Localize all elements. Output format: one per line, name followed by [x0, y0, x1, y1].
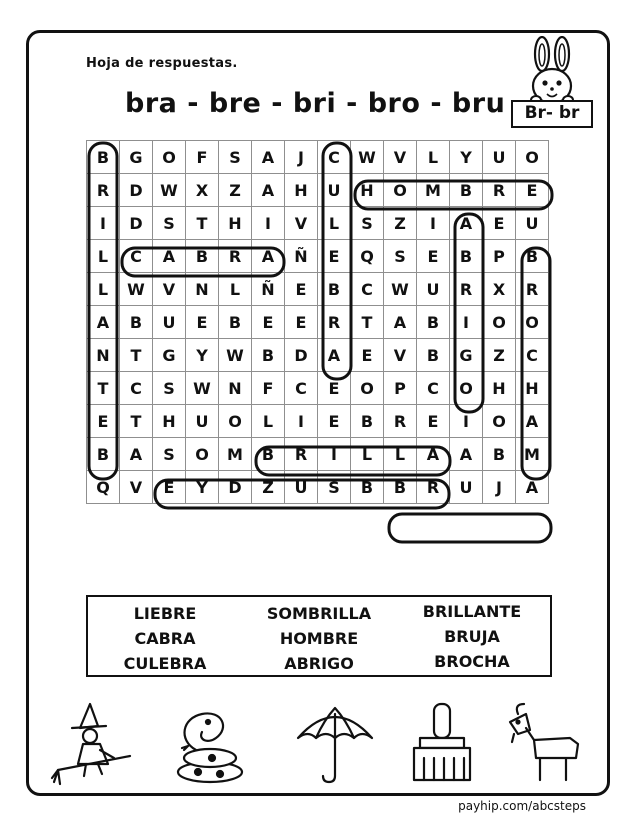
word-item: HOMBRE [279, 629, 359, 648]
grid-cell: N [219, 372, 252, 405]
grid-cell: C [516, 339, 549, 372]
grid-cell: B [219, 306, 252, 339]
grid-cell: L [219, 273, 252, 306]
word-item: BRILLANTE [422, 602, 522, 621]
grid-cell: E [417, 240, 450, 273]
grid-cell: R [87, 174, 120, 207]
grid-cell: I [417, 207, 450, 240]
grid-cell: R [450, 273, 483, 306]
grid-cell: A [417, 438, 450, 471]
grid-cell: Ñ [285, 240, 318, 273]
grid-cell: R [285, 438, 318, 471]
grid-cell: B [318, 273, 351, 306]
grid-cell: H [516, 372, 549, 405]
grid-cell: Z [384, 207, 417, 240]
grid-cell: B [483, 438, 516, 471]
grid-row [87, 240, 549, 273]
word-item: BROCHA [434, 652, 510, 671]
word-list-box [86, 595, 552, 677]
grid-cell: M [219, 438, 252, 471]
badge-br: Br- br [511, 100, 593, 128]
grid-cell: D [120, 174, 153, 207]
grid-cell: Ñ [252, 273, 285, 306]
grid-cell: I [252, 207, 285, 240]
grid-cell: I [318, 438, 351, 471]
grid-cell: L [318, 207, 351, 240]
grid-cell: T [120, 339, 153, 372]
grid-cell: O [483, 405, 516, 438]
grid-cell: S [351, 207, 384, 240]
grid-cell: O [186, 438, 219, 471]
word-search-grid [86, 140, 549, 504]
grid-row [87, 438, 549, 471]
grid-cell: B [252, 339, 285, 372]
grid-cell: O [516, 306, 549, 339]
grid-cell: E [186, 306, 219, 339]
grid-cell: N [87, 339, 120, 372]
grid-cell: L [384, 438, 417, 471]
grid-row [87, 306, 549, 339]
grid-cell: C [285, 372, 318, 405]
grid-cell: A [516, 471, 549, 504]
grid-cell: O [153, 141, 186, 174]
grid-cell: Q [351, 240, 384, 273]
grid-cell: S [153, 207, 186, 240]
grid-row [87, 174, 549, 207]
grid-cell: I [450, 405, 483, 438]
grid-cell: Y [186, 339, 219, 372]
grid-row [87, 405, 549, 438]
paintbrush-icon [400, 700, 486, 786]
grid-cell: W [351, 141, 384, 174]
grid-cell: O [516, 141, 549, 174]
grid-cell: U [516, 207, 549, 240]
grid-cell: Y [450, 141, 483, 174]
answer-sheet-label: Hoja de respuestas. [86, 56, 238, 71]
grid-cell: E [285, 306, 318, 339]
grid-cell: Y [186, 471, 219, 504]
grid-cell: S [153, 372, 186, 405]
grid-cell: Q [87, 471, 120, 504]
grid-cell: N [186, 273, 219, 306]
grid-cell: O [450, 372, 483, 405]
grid-cell: T [120, 405, 153, 438]
grid-cell: L [87, 240, 120, 273]
umbrella-icon [292, 700, 378, 786]
grid-cell: B [450, 240, 483, 273]
grid-cell: S [219, 141, 252, 174]
snake-icon [168, 700, 254, 786]
grid-cell: B [87, 438, 120, 471]
witch-icon [50, 700, 136, 786]
grid-cell: B [120, 306, 153, 339]
grid-cell: A [120, 438, 153, 471]
grid-cell: B [450, 174, 483, 207]
grid-cell: C [417, 372, 450, 405]
grid-cell: U [417, 273, 450, 306]
grid-cell: A [252, 141, 285, 174]
grid-cell: Z [252, 471, 285, 504]
grid-cell: U [318, 174, 351, 207]
grid-cell: C [120, 240, 153, 273]
grid-cell: V [120, 471, 153, 504]
grid-cell: U [186, 405, 219, 438]
grid-cell: B [186, 240, 219, 273]
grid-cell: W [384, 273, 417, 306]
grid-cell: R [219, 240, 252, 273]
grid-cell: P [384, 372, 417, 405]
page-title: bra - bre - bri - bro - bru [125, 88, 506, 119]
grid-cell: X [186, 174, 219, 207]
grid-row [87, 471, 549, 504]
word-item: LIEBRE [133, 604, 197, 623]
grid-row [87, 207, 549, 240]
grid-row [87, 141, 549, 174]
grid-cell: O [219, 405, 252, 438]
grid-cell: M [516, 438, 549, 471]
grid-cell: E [351, 339, 384, 372]
grid-cell: E [252, 306, 285, 339]
grid-cell: G [153, 339, 186, 372]
grid-cell: P [483, 240, 516, 273]
grid-row [87, 339, 549, 372]
grid-cell: B [417, 306, 450, 339]
grid-cell: I [285, 405, 318, 438]
word-item: BRUJA [444, 627, 500, 646]
grid-cell: X [483, 273, 516, 306]
bunny-icon [518, 36, 586, 108]
grid-cell: A [384, 306, 417, 339]
grid-cell: B [384, 471, 417, 504]
grid-cell: H [219, 207, 252, 240]
grid-cell: B [351, 405, 384, 438]
grid-cell: H [153, 405, 186, 438]
grid-cell: E [87, 405, 120, 438]
grid-cell: I [87, 207, 120, 240]
grid-cell: L [87, 273, 120, 306]
grid-cell: B [87, 141, 120, 174]
grid-cell: U [450, 471, 483, 504]
word-item: CABRA [134, 629, 196, 648]
grid-cell: E [483, 207, 516, 240]
grid-cell: F [186, 141, 219, 174]
grid-cell: R [516, 273, 549, 306]
grid-cell: D [120, 207, 153, 240]
grid-cell: M [417, 174, 450, 207]
grid-cell: R [483, 174, 516, 207]
grid-cell: R [318, 306, 351, 339]
grid-cell: E [318, 372, 351, 405]
grid-cell: L [417, 141, 450, 174]
grid-cell: A [450, 438, 483, 471]
grid-cell: R [384, 405, 417, 438]
grid-cell: A [516, 405, 549, 438]
grid-cell: J [483, 471, 516, 504]
grid-cell: E [417, 405, 450, 438]
grid-cell: L [351, 438, 384, 471]
grid-cell: O [384, 174, 417, 207]
grid-cell: S [153, 438, 186, 471]
grid-cell: H [285, 174, 318, 207]
grid-cell: W [186, 372, 219, 405]
grid-cell: F [252, 372, 285, 405]
grid-cell: L [252, 405, 285, 438]
grid-cell: A [318, 339, 351, 372]
grid-cell: B [351, 471, 384, 504]
grid-cell: G [450, 339, 483, 372]
grid-cell: W [153, 174, 186, 207]
grid-cell: S [384, 240, 417, 273]
goat-icon [500, 700, 586, 786]
grid-cell: J [285, 141, 318, 174]
grid-cell: V [153, 273, 186, 306]
grid-cell: E [516, 174, 549, 207]
grid-cell: T [87, 372, 120, 405]
word-item: CULEBRA [123, 654, 207, 673]
grid-cell: H [351, 174, 384, 207]
grid-cell: C [351, 273, 384, 306]
grid-cell: A [252, 174, 285, 207]
grid-cell: A [252, 240, 285, 273]
grid-cell: C [318, 141, 351, 174]
grid-cell: B [252, 438, 285, 471]
grid-cell: T [351, 306, 384, 339]
grid-cell: C [120, 372, 153, 405]
grid-cell: R [417, 471, 450, 504]
grid-row [87, 273, 549, 306]
grid-cell: U [483, 141, 516, 174]
grid-cell: V [384, 141, 417, 174]
grid-cell: H [483, 372, 516, 405]
grid-cell: W [120, 273, 153, 306]
grid-cell: E [285, 273, 318, 306]
footer-url: payhip.com/abcsteps [458, 799, 586, 813]
grid-cell: D [285, 339, 318, 372]
grid-cell: Z [483, 339, 516, 372]
grid-cell: U [153, 306, 186, 339]
grid-cell: G [120, 141, 153, 174]
grid-cell: V [285, 207, 318, 240]
grid-cell: O [351, 372, 384, 405]
grid-cell: O [483, 306, 516, 339]
grid-cell: E [318, 240, 351, 273]
grid-cell: W [219, 339, 252, 372]
grid-cell: S [318, 471, 351, 504]
grid-row [87, 372, 549, 405]
grid-cell: A [87, 306, 120, 339]
grid-cell: V [384, 339, 417, 372]
grid-cell: U [285, 471, 318, 504]
word-item: ABRIGO [284, 654, 354, 673]
grid-cell: B [516, 240, 549, 273]
grid-cell: E [153, 471, 186, 504]
word-item: SOMBRILLA [266, 604, 372, 623]
grid-cell: Z [219, 174, 252, 207]
grid-cell: T [186, 207, 219, 240]
grid-cell: I [450, 306, 483, 339]
grid-cell: B [417, 339, 450, 372]
grid-cell: A [450, 207, 483, 240]
grid-cell: E [318, 405, 351, 438]
grid-cell: D [219, 471, 252, 504]
grid-cell: A [153, 240, 186, 273]
